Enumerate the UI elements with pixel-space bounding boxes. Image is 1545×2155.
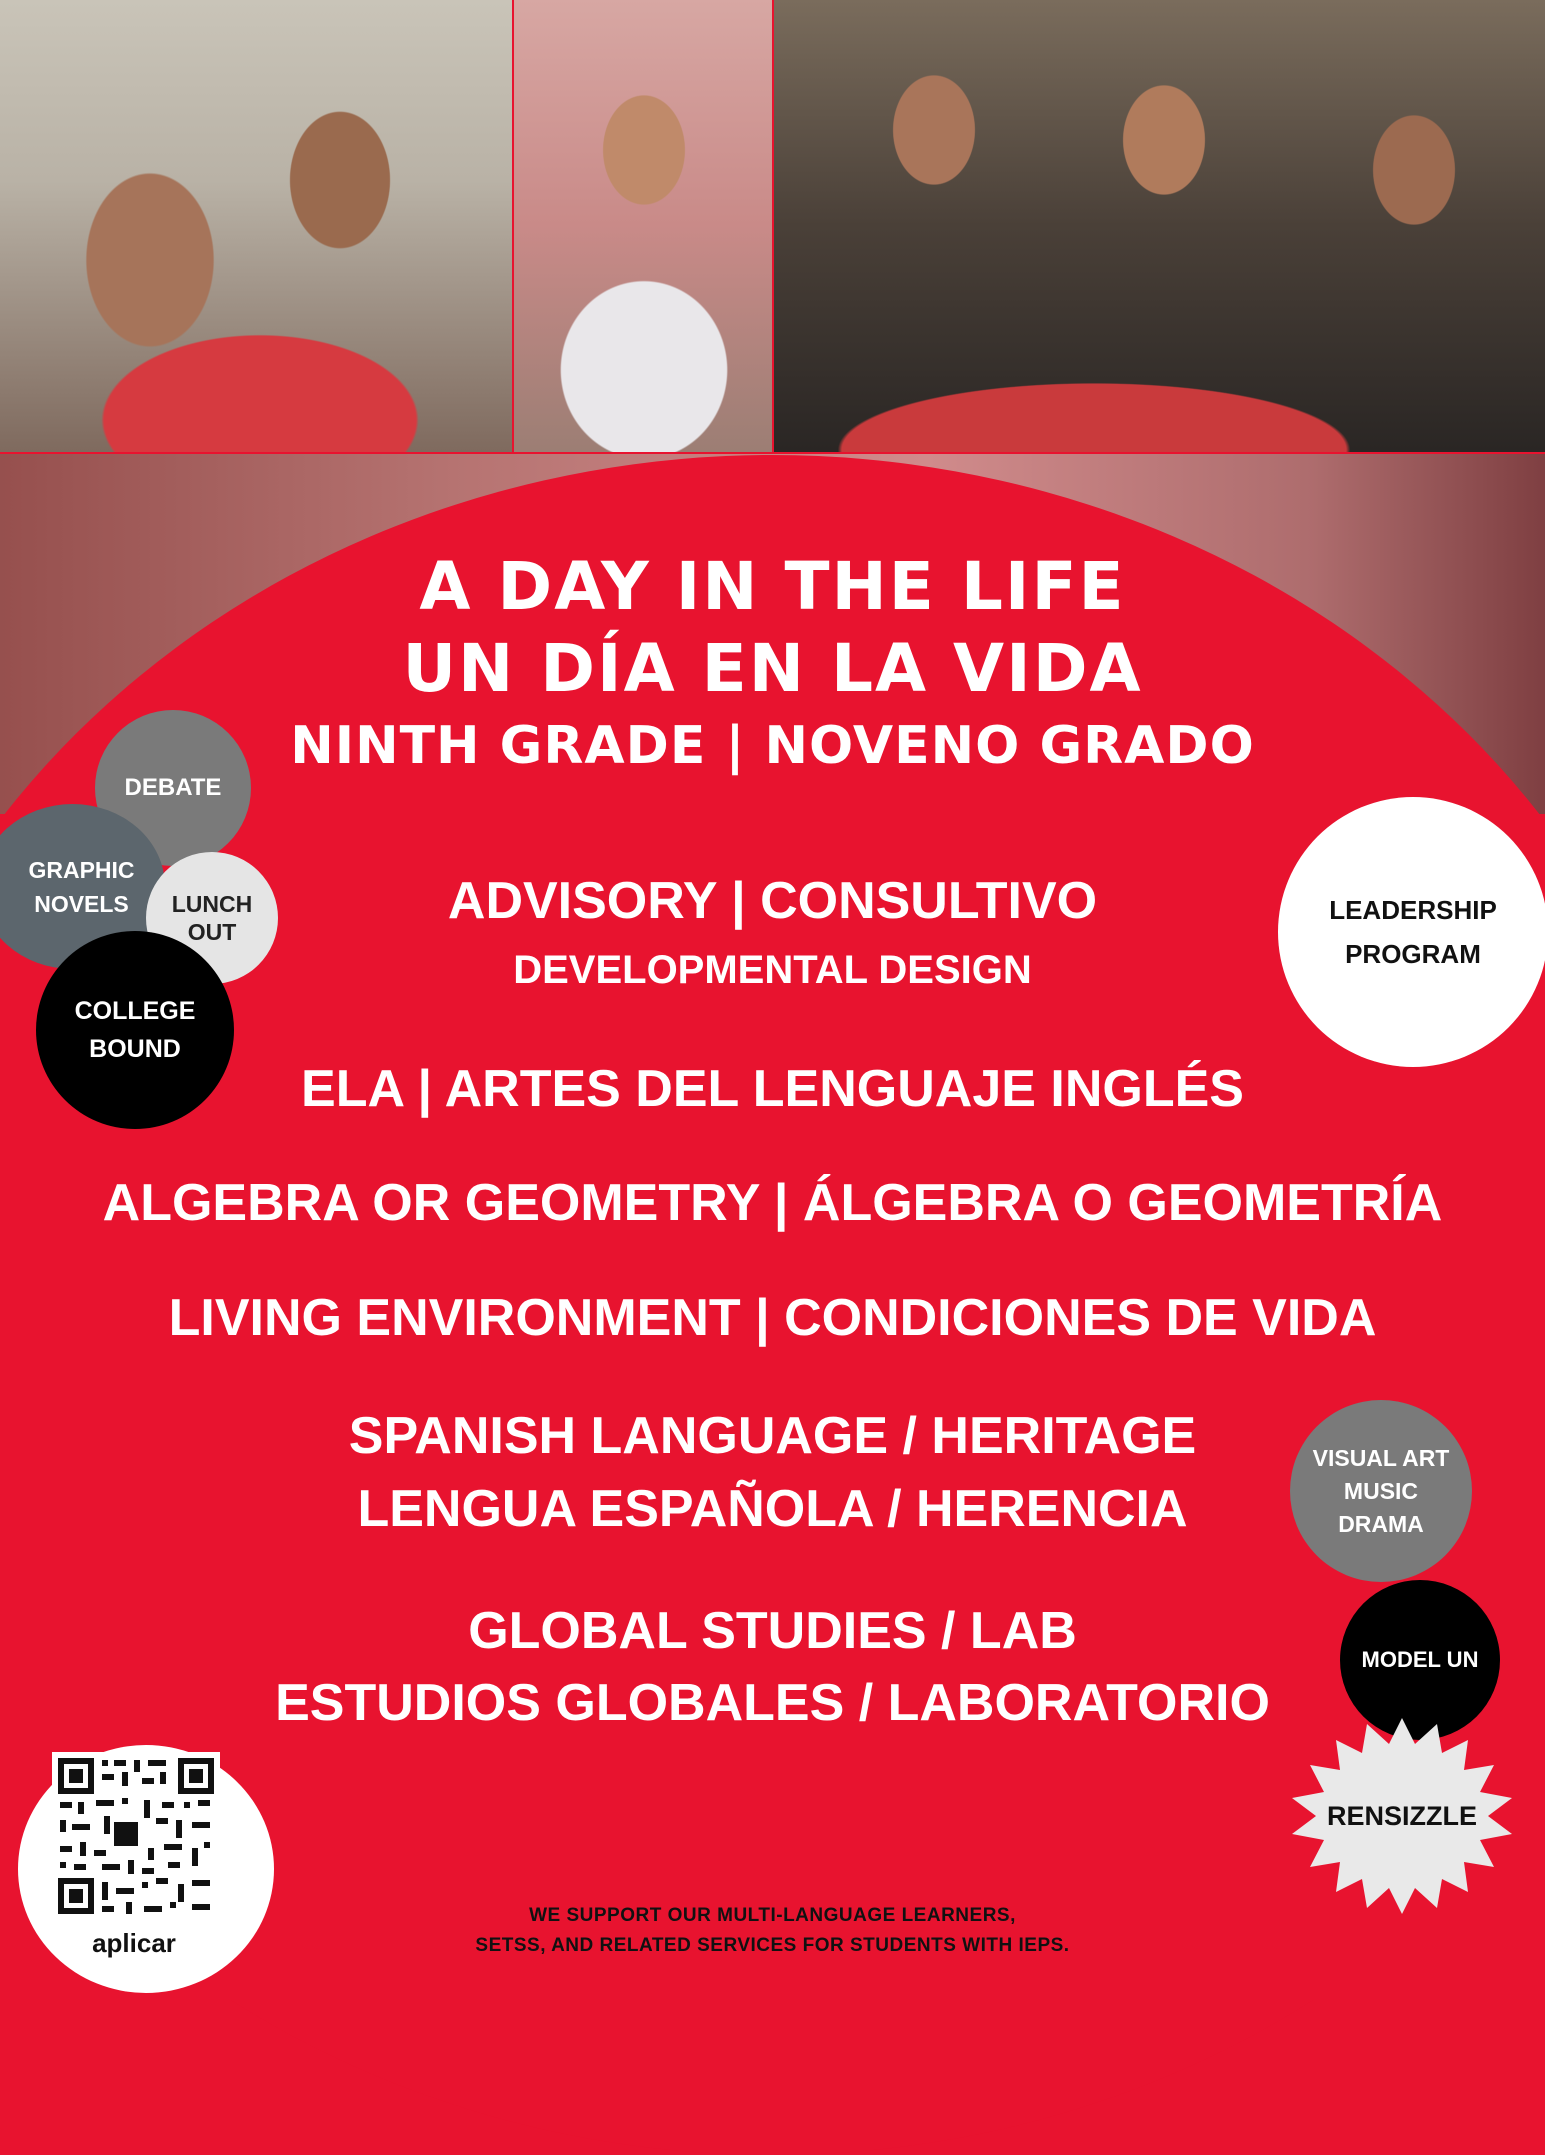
bubble-college-bound: [36, 931, 234, 1129]
bubble-graphic-line1: GRAPHIC: [28, 856, 135, 883]
grade-heading: NINTH GRADE | NOVENO GRADO: [290, 716, 1255, 776]
bubble-lunch-line1: LUNCH: [171, 891, 253, 917]
bubble-lunch-line2: OUT: [187, 919, 237, 945]
footer-line-1: WE SUPPORT OUR MULTI-LANGUAGE LEARNERS,: [529, 1905, 1016, 1926]
qr-code-icon: [52, 1752, 220, 1920]
course-global-english: GLOBAL STUDIES / LAB: [468, 1602, 1077, 1660]
course-advisory: ADVISORY | CONSULTIVO: [447, 872, 1098, 930]
bubble-leadership-program: [1278, 797, 1545, 1067]
starburst-rensizzle: [1282, 1718, 1522, 1914]
bubble-college-line1: COLLEGE: [74, 997, 196, 1025]
footer-line-2: SETSS, AND RELATED SERVICES FOR STUDENTS WITH IEPS.: [475, 1935, 1070, 1956]
bubble-model-un: [1340, 1580, 1500, 1740]
course-ela: ELA | ARTES DEL LENGUAJE INGLÉS: [301, 1060, 1244, 1118]
bubble-college-line2: BOUND: [89, 1035, 181, 1063]
photo-student-glasses: [514, 0, 772, 452]
bubble-visual-line1: VISUAL ART: [1312, 1444, 1450, 1471]
course-advisory-subtitle: DEVELOPMENTAL DESIGN: [513, 948, 1032, 992]
course-algebra: ALGEBRA OR GEOMETRY | ÁLGEBRA O GEOMETRÍA: [102, 1174, 1443, 1232]
bubble-debate-label: DEBATE: [124, 774, 222, 801]
course-global-spanish: ESTUDIOS GLOBALES / LABORATORIO: [275, 1674, 1270, 1732]
bubble-visual-line2: MUSIC: [1343, 1477, 1419, 1504]
course-spanish-spanish: LENGUA ESPAÑOLA / HERENCIA: [357, 1480, 1188, 1538]
photo-students-cafeteria-left: [0, 0, 512, 452]
bubble-leadership-line1: LEADERSHIP: [1329, 895, 1497, 925]
bubble-graphic-line2: NOVELS: [34, 890, 129, 917]
bubble-visual-art: [1290, 1400, 1472, 1582]
starburst-label: RENSIZZLE: [1326, 1800, 1477, 1831]
qr-label: aplicar: [92, 1928, 176, 1958]
bubble-visual-line3: DRAMA: [1338, 1510, 1424, 1537]
title-english: A DAY IN THE LIFE: [419, 548, 1126, 625]
bubble-model-un-label: MODEL UN: [1361, 1647, 1479, 1672]
course-spanish-english: SPANISH LANGUAGE / HERITAGE: [348, 1407, 1197, 1465]
photo-three-students: [774, 0, 1545, 452]
bubble-leadership-line2: PROGRAM: [1345, 939, 1481, 969]
title-spanish: UN DÍA EN LA VIDA: [402, 630, 1143, 707]
course-living-environment: LIVING ENVIRONMENT | CONDICIONES DE VIDA: [168, 1289, 1377, 1347]
qr-code[interactable]: [52, 1752, 220, 1920]
